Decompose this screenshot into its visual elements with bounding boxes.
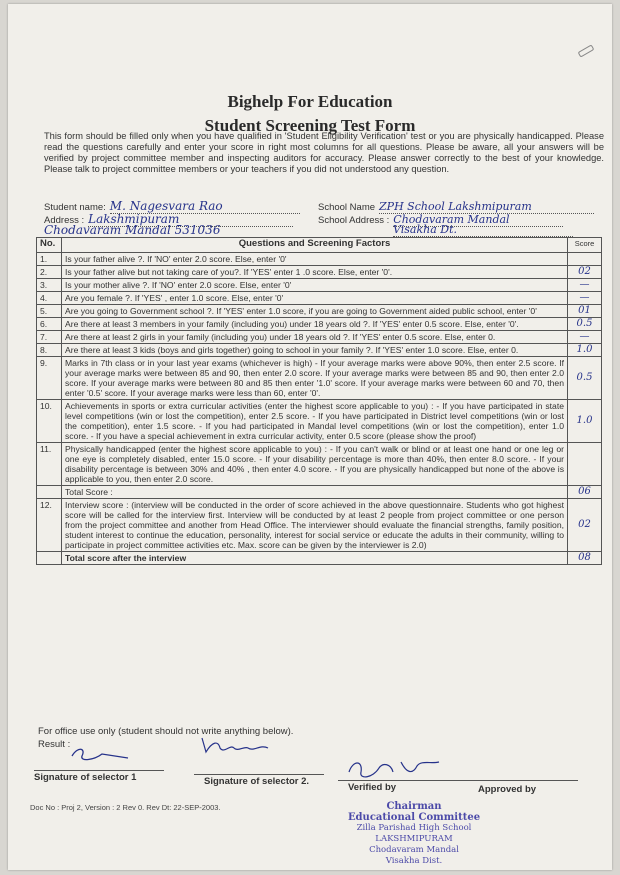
table-header-row	[37, 238, 602, 253]
row-score[interactable]	[568, 253, 602, 266]
school-stamp	[334, 801, 494, 867]
stamp-line: Chodavaram Mandal	[369, 845, 459, 855]
row-no: 7.	[37, 331, 62, 344]
table-row	[37, 279, 602, 292]
row-no: 8.	[37, 344, 62, 357]
sig1-line	[34, 770, 164, 771]
row-score[interactable]: —	[568, 279, 602, 292]
address-line2[interactable]: Chodavaram Mandal 531036	[44, 223, 294, 238]
row-no: 11.	[37, 443, 62, 486]
row-question: Are there at least 3 members in your family (including you) under 18 years old ?. If 'YES' enter 0.5 score. Else, enter '0'.	[62, 318, 568, 331]
row-question: Achievements in sports or extra curricular activities (enter the highest score applicable to you) : - If you have participated in state level competitions (win or lost the competition), enter 2.5 score. - If you have participated in District level competitions (win or lost the competition), enter 1.5 score. - If you had participated in Mandal level competitions (win or lost the competition), enter 1.0 score. - If you have a special achievement in extra curricular activity, enter 0.5 score (please show the proof)	[62, 400, 568, 443]
stamp-line: Zilla Parishad High School	[356, 823, 472, 833]
row-score[interactable]: 1.0	[568, 344, 602, 357]
interview-row	[37, 499, 602, 552]
form-page	[8, 4, 612, 870]
office-use-note: For office use only (student should not write anything below).	[38, 726, 294, 737]
interview-text: Interview score : (interview will be conducted in the order of score achieved in the above questionnaire. Students who got highest score will be called for the interview first. Interview will be conducted by at least 2 people from project committee or one person from the project committee and another from Head Office. The interviewer should evaluate the financial strengths, family position, student interest to continue the education, personality, interest for social service or educate the adults in their community, willing to participate in project committee activities etc. Max. score can be given by the interviewer is 2.0)	[62, 499, 568, 552]
organization-name: Bighelp For Education	[227, 92, 393, 111]
sig3-line	[338, 780, 578, 781]
table-row	[37, 357, 602, 400]
total-score-value[interactable]: 06	[568, 486, 602, 499]
total-score-row	[37, 486, 602, 499]
row-question: Are you female ?. If 'YES' , enter 1.0 score. Else, enter '0'	[62, 292, 568, 305]
row-score[interactable]: —	[568, 292, 602, 305]
interview-score[interactable]: 02	[568, 499, 602, 552]
table-row	[37, 292, 602, 305]
verified-by-label: Verified by	[348, 782, 397, 793]
address-line1[interactable]: Lakshmipuram	[88, 212, 293, 227]
row-score[interactable]: 01	[568, 305, 602, 318]
total-score-label: Total Score :	[62, 486, 568, 499]
table-row	[37, 331, 602, 344]
row-no: 1.	[37, 253, 62, 266]
row-score[interactable]: 0.5	[568, 357, 602, 400]
row-no: 9.	[37, 357, 62, 400]
selector1-signature	[68, 742, 138, 766]
doc-number: Doc No : Proj 2, Version : 2 Rev 0. Rev Dt: 22-SEP-2003.	[30, 803, 221, 812]
header-questions: Questions and Screening Factors	[62, 238, 568, 253]
result-label: Result :	[38, 739, 71, 750]
row-no: 4.	[37, 292, 62, 305]
stamp-line: LAKSHMIPURAM	[375, 834, 453, 844]
student-name-value[interactable]: M. Nagesvara Rao	[110, 199, 300, 214]
row-no: 6.	[37, 318, 62, 331]
total-after-interview-value[interactable]: 08	[568, 552, 602, 565]
row-score[interactable]: 0.5	[568, 318, 602, 331]
row-question: Are there at least 2 girls in your family (including you) under 18 years old ?. If 'YES' enter 0.5 score. Else, enter 0.	[62, 331, 568, 344]
header-no: No.	[37, 238, 62, 253]
header-score: Score	[568, 238, 602, 253]
row-no: 5.	[37, 305, 62, 318]
table-row	[37, 266, 602, 279]
table-row	[37, 318, 602, 331]
school-address-line2[interactable]: Visakha Dt.	[393, 223, 573, 237]
row-question: Marks in 7th class or in your last year exams (whichever is high) - If your average marks were above 90%, then enter 2.5 score. If your average marks were between 85 and 90, then enter 2.0 score. If your average marks were between 85 and 90, then enter 2.0 score. If your average marks were between 80 and 85 then enter '1.0' score. If your average marks were between 60 and 70, then enter '0.5' score. If your average marks were less than 60, enter '0'.	[62, 357, 568, 400]
row-question: Is your father alive but not taking care of you?. If 'YES' enter 1 .0 score. Else, enter '0'.	[62, 266, 568, 279]
row-no: 10.	[37, 400, 62, 443]
staple-mark	[578, 44, 595, 57]
total-after-interview-row	[37, 552, 602, 565]
row-question: Are you going to Government school ?. If 'YES' enter 1.0 score, if you are going to Government aided public school, enter '0'	[62, 305, 568, 318]
school-address-line1[interactable]: Chodavaram Mandal	[393, 213, 563, 227]
sig2-line	[194, 774, 324, 775]
intro-text: This form should be filled only when you have qualified in 'Student Eligibility Verification' test or you are physically handicapped. Please read the questions carefully and enter your score in right most columns for all questions. Please be aware, all your answers will be verified by project committee member and inspecting auditors for accuracy. Please answer correctly to the best of your knowledge. Please talk to project committee members or your teachers if you did not understood any question.	[44, 131, 604, 174]
row-score[interactable]: 02	[568, 266, 602, 279]
approved-by-label: Approved by	[478, 784, 537, 795]
row-score[interactable]	[568, 443, 602, 486]
table-row	[37, 443, 602, 486]
student-name-label: Student name:	[44, 202, 106, 213]
school-address-label: School Address :	[318, 215, 390, 226]
table-row	[37, 344, 602, 357]
sig2-label: Signature of selector 2.	[204, 776, 310, 787]
school-name-value[interactable]: ZPH School Lakshmipuram	[379, 200, 594, 214]
table-row	[37, 253, 602, 266]
stamp-line: Visakha Dist.	[385, 856, 443, 866]
row-question: Is your father alive ?. If 'NO' enter 2.0 score. Else, enter '0'	[62, 253, 568, 266]
row-question: Is your mother alive ?. If 'NO' enter 2.0 score. Else, enter '0'	[62, 279, 568, 292]
table-row	[37, 305, 602, 318]
address-label: Address :	[44, 215, 85, 226]
form-title: Student Screening Test Form	[204, 116, 416, 135]
interview-no: 12.	[37, 499, 62, 552]
selector2-signature	[198, 732, 288, 760]
school-name-label: School Name	[318, 202, 376, 213]
row-question: Are there at least 3 kids (boys and girls together) going to school in your family ?. If 'YES' enter 1.0 score. Else, enter 0.	[62, 344, 568, 357]
sig1-label: Signature of selector 1	[34, 772, 137, 783]
stamp-line: Chairman	[386, 801, 442, 812]
stamp-line: Educational Committee	[347, 812, 481, 823]
row-score[interactable]: —	[568, 331, 602, 344]
row-no: 2.	[37, 266, 62, 279]
screening-table	[36, 237, 602, 565]
row-no: 3.	[37, 279, 62, 292]
table-row	[37, 400, 602, 443]
row-question: Physically handicapped (enter the highest score applicable to you) : - If you can't walk or blind or at least one hand or one leg or one eye is completely disabled, enter 15.0 score. - If your disability percentage is more than 40%, then enter 8.0 score. - If your disability percentage is between 30% and 40% , then enter 4.0 score. - If you are physically handicapped but none of the above is applicable to you, then enter 2.0 score.	[62, 443, 568, 486]
total-after-interview-label: Total score after the interview	[62, 552, 568, 565]
row-score[interactable]: 1.0	[568, 400, 602, 443]
